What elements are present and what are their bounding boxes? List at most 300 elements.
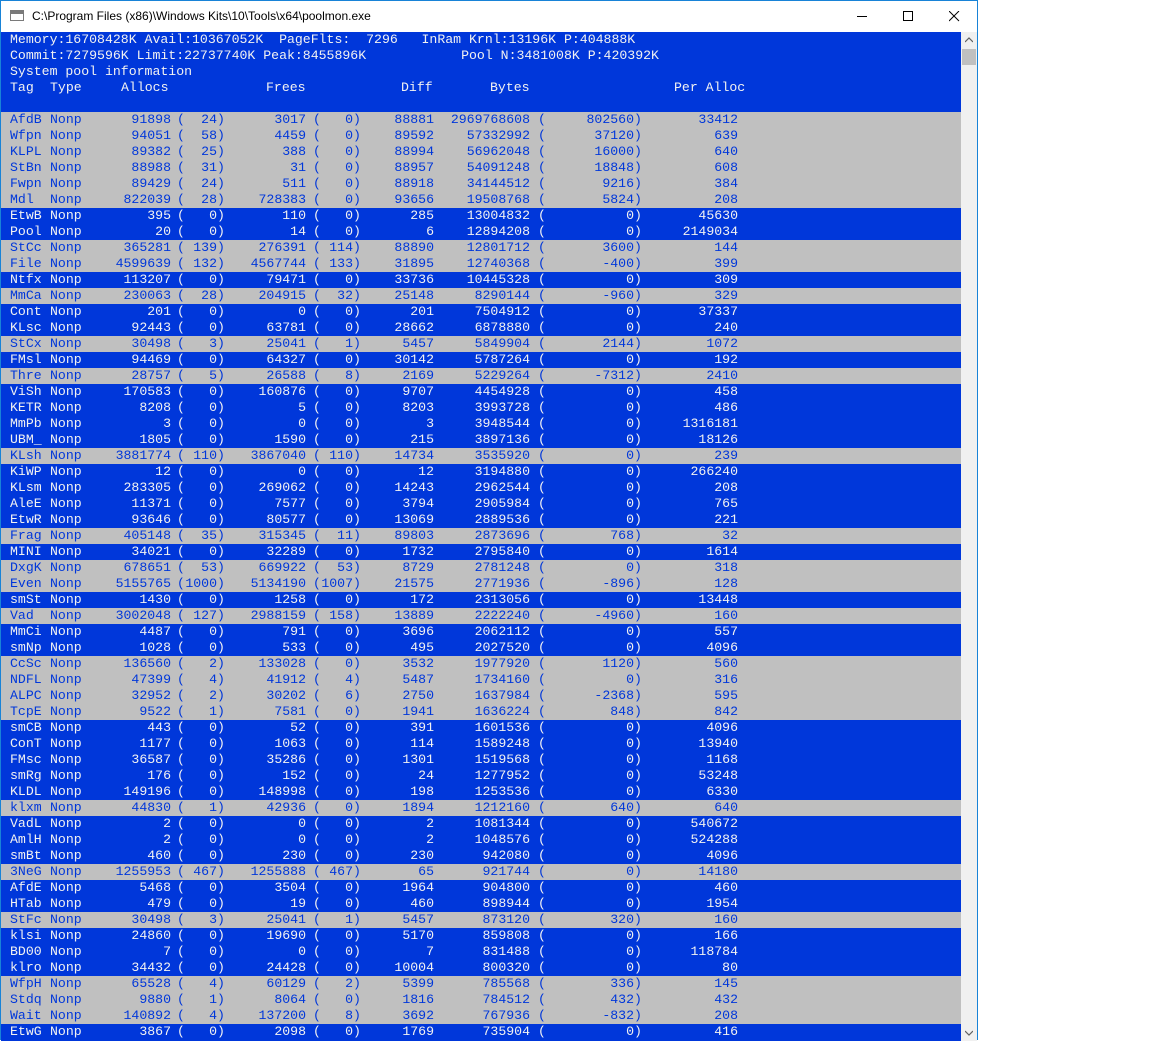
cell-bytes: 5229264 xyxy=(474,368,530,383)
table-row xyxy=(1,976,961,992)
paren-close: ) xyxy=(634,480,642,495)
cell-type: Nonp xyxy=(50,784,82,799)
col-tag-header: Tag xyxy=(10,80,34,95)
paren-open: ( xyxy=(177,144,185,159)
paren-close: ) xyxy=(353,272,361,287)
cell-diff: 93656 xyxy=(394,192,434,207)
paren-close: ) xyxy=(217,688,225,703)
maximize-button[interactable] xyxy=(885,1,931,32)
paren-open: ( xyxy=(538,176,546,191)
paren-open: ( xyxy=(313,576,321,591)
paren-open: ( xyxy=(313,752,321,767)
cell-allocs: 30498 xyxy=(131,336,171,351)
paren-open: ( xyxy=(538,128,546,143)
cell-frees-d: 0 xyxy=(345,224,353,239)
memory-summary-line xyxy=(1,32,961,48)
paren-close: ) xyxy=(353,608,361,623)
paren-close: ) xyxy=(634,736,642,751)
cell-tag: Ntfx xyxy=(10,272,42,287)
paren-open: ( xyxy=(177,960,185,975)
cell-frees: 388 xyxy=(282,144,306,159)
paren-open: ( xyxy=(538,416,546,431)
cell-frees-d: 0 xyxy=(345,496,353,511)
cell-type: Nonp xyxy=(50,992,82,1007)
cell-frees: 791 xyxy=(282,624,306,639)
table-row xyxy=(1,688,961,704)
paren-open: ( xyxy=(313,496,321,511)
cell-frees-d: 0 xyxy=(345,176,353,191)
cell-frees: 3867040 xyxy=(250,448,306,463)
cell-allocs: 5155765 xyxy=(115,576,171,591)
cell-tag: smBt xyxy=(10,848,42,863)
table-row xyxy=(1,512,961,528)
paren-open: ( xyxy=(313,640,321,655)
cell-per: 4096 xyxy=(706,640,738,655)
paren-open: ( xyxy=(313,976,321,991)
paren-open: ( xyxy=(538,1008,546,1023)
cell-allocs-d: 25 xyxy=(201,144,217,159)
cell-frees-d: 110 xyxy=(329,448,353,463)
paren-close: ) xyxy=(353,592,361,607)
cell-allocs-d: 0 xyxy=(209,592,217,607)
cell-frees: 148998 xyxy=(258,784,306,799)
cell-frees-d: 1007 xyxy=(321,576,353,591)
table-row xyxy=(1,304,961,320)
paren-close: ) xyxy=(634,688,642,703)
paren-open: ( xyxy=(177,160,185,175)
cell-frees: 0 xyxy=(298,944,306,959)
cell-bytes: 2873696 xyxy=(474,528,530,543)
paren-close: ) xyxy=(634,336,642,351)
cell-frees-d: 0 xyxy=(345,400,353,415)
cell-type: Nonp xyxy=(50,832,82,847)
paren-open: ( xyxy=(177,208,185,223)
cell-frees-d: 0 xyxy=(345,752,353,767)
cell-bytes-d: 16000 xyxy=(594,144,634,159)
cell-allocs-d: 0 xyxy=(209,928,217,943)
cell-per: 399 xyxy=(714,256,738,271)
paren-close: ) xyxy=(353,560,361,575)
cell-bytes: 921744 xyxy=(482,864,530,879)
cell-frees: 30202 xyxy=(266,688,306,703)
paren-close: ) xyxy=(634,224,642,239)
paren-close: ) xyxy=(217,224,225,239)
paren-close: ) xyxy=(353,464,361,479)
paren-close: ) xyxy=(217,832,225,847)
paren-open: ( xyxy=(538,112,546,127)
cell-type: Nonp xyxy=(50,336,82,351)
cell-allocs: 89382 xyxy=(131,144,171,159)
title-bar[interactable] xyxy=(1,1,977,32)
paren-open: ( xyxy=(177,880,185,895)
paren-open: ( xyxy=(313,400,321,415)
cell-tag: StBn xyxy=(10,160,42,175)
cell-frees-d: 0 xyxy=(345,832,353,847)
paren-close: ) xyxy=(217,368,225,383)
table-row xyxy=(1,880,961,896)
cell-frees-d: 0 xyxy=(345,272,353,287)
paren-close: ) xyxy=(634,288,642,303)
paren-close: ) xyxy=(353,624,361,639)
paren-close: ) xyxy=(634,176,642,191)
cell-bytes: 2062112 xyxy=(474,624,530,639)
cell-allocs-d: 0 xyxy=(209,784,217,799)
cell-tag: BD00 xyxy=(10,944,42,959)
cell-type: Nonp xyxy=(50,448,82,463)
cell-per: 239 xyxy=(714,448,738,463)
cell-per: 33412 xyxy=(698,112,738,127)
table-row xyxy=(1,272,961,288)
cell-frees: 276391 xyxy=(258,240,306,255)
paren-open: ( xyxy=(313,528,321,543)
cell-allocs: 94469 xyxy=(131,352,171,367)
cell-allocs-d: 24 xyxy=(201,112,217,127)
cell-frees: 63781 xyxy=(266,320,306,335)
cell-allocs: 8208 xyxy=(139,400,171,415)
cell-allocs-d: 0 xyxy=(209,352,217,367)
cell-allocs: 94051 xyxy=(131,128,171,143)
cell-bytes-d: 0 xyxy=(626,960,634,975)
cell-per: 192 xyxy=(714,352,738,367)
paren-close: ) xyxy=(217,112,225,127)
cell-allocs-d: 35 xyxy=(201,528,217,543)
cell-diff: 31895 xyxy=(394,256,434,271)
cell-diff: 172 xyxy=(410,592,434,607)
paren-close: ) xyxy=(217,800,225,815)
cell-bytes-d: -832 xyxy=(602,1008,634,1023)
paren-close: ) xyxy=(217,304,225,319)
paren-open: ( xyxy=(177,624,185,639)
cell-diff: 3696 xyxy=(402,624,434,639)
table-row xyxy=(1,160,961,176)
paren-open: ( xyxy=(538,656,546,671)
paren-open: ( xyxy=(538,672,546,687)
paren-close: ) xyxy=(634,320,642,335)
cell-per: 309 xyxy=(714,272,738,287)
col-type-header: Type xyxy=(50,80,82,95)
table-row xyxy=(1,576,961,592)
cell-frees: 230 xyxy=(282,848,306,863)
cell-frees-d: 0 xyxy=(345,208,353,223)
table-row xyxy=(1,656,961,672)
cell-type: Nonp xyxy=(50,608,82,623)
cell-allocs: 34021 xyxy=(131,544,171,559)
cell-frees: 269062 xyxy=(258,480,306,495)
cell-type: Nonp xyxy=(50,208,82,223)
cell-per: 318 xyxy=(714,560,738,575)
table-row xyxy=(1,256,961,272)
paren-open: ( xyxy=(313,656,321,671)
paren-close: ) xyxy=(217,736,225,751)
paren-open: ( xyxy=(538,784,546,799)
paren-open: ( xyxy=(177,464,185,479)
paren-open: ( xyxy=(538,976,546,991)
cell-type: Nonp xyxy=(50,768,82,783)
cell-frees: 137200 xyxy=(258,1008,306,1023)
cell-frees-d: 8 xyxy=(345,368,353,383)
cell-bytes: 5849904 xyxy=(474,336,530,351)
cell-frees: 42936 xyxy=(266,800,306,815)
cell-frees-d: 0 xyxy=(345,192,353,207)
table-row xyxy=(1,1024,961,1040)
cell-bytes: 3194880 xyxy=(474,464,530,479)
paren-close: ) xyxy=(353,880,361,895)
cell-type: Nonp xyxy=(50,528,82,543)
cell-allocs-d: 1 xyxy=(209,992,217,1007)
table-row xyxy=(1,736,961,752)
cell-diff: 5457 xyxy=(402,336,434,351)
cell-bytes-d: 0 xyxy=(626,224,634,239)
cell-allocs: 140892 xyxy=(123,1008,171,1023)
paren-open: ( xyxy=(177,368,185,383)
paren-open: ( xyxy=(538,208,546,223)
cell-bytes: 12894208 xyxy=(466,224,530,239)
cell-tag: MmPb xyxy=(10,416,42,431)
cell-allocs-d: 0 xyxy=(209,1024,217,1039)
paren-close: ) xyxy=(634,720,642,735)
cell-per: 208 xyxy=(714,480,738,495)
paren-open: ( xyxy=(177,784,185,799)
cell-bytes: 12740368 xyxy=(466,256,530,271)
cell-bytes: 898944 xyxy=(482,896,530,911)
cell-diff: 8203 xyxy=(402,400,434,415)
paren-close: ) xyxy=(353,832,361,847)
cell-allocs-d: 1 xyxy=(209,704,217,719)
cell-allocs: 365281 xyxy=(123,240,171,255)
cell-per: 208 xyxy=(714,192,738,207)
cell-diff: 88957 xyxy=(394,160,434,175)
cell-tag: CcSc xyxy=(10,656,42,671)
paren-close: ) xyxy=(353,256,361,271)
cell-type: Nonp xyxy=(50,288,82,303)
cell-per: 166 xyxy=(714,928,738,943)
cell-bytes: 1637984 xyxy=(474,688,530,703)
paren-close: ) xyxy=(217,1008,225,1023)
cell-allocs: 9522 xyxy=(139,704,171,719)
cell-frees-d: 0 xyxy=(345,480,353,495)
cell-diff: 14734 xyxy=(394,448,434,463)
cell-type: Nonp xyxy=(50,656,82,671)
paren-close: ) xyxy=(217,160,225,175)
cell-tag: MmCi xyxy=(10,624,42,639)
cell-allocs: 7 xyxy=(163,944,171,959)
cell-per: 144 xyxy=(714,240,738,255)
paren-open: ( xyxy=(313,512,321,527)
table-row xyxy=(1,432,961,448)
cell-allocs-d: 4 xyxy=(209,672,217,687)
close-button[interactable] xyxy=(931,1,977,32)
paren-open: ( xyxy=(313,704,321,719)
cell-bytes: 19508768 xyxy=(466,192,530,207)
paren-open: ( xyxy=(177,768,185,783)
paren-close: ) xyxy=(353,544,361,559)
cell-tag: KLPL xyxy=(10,144,42,159)
cell-type: Nonp xyxy=(50,1008,82,1023)
cell-allocs-d: 4 xyxy=(209,976,217,991)
paren-open: ( xyxy=(177,656,185,671)
cell-tag: EtwR xyxy=(10,512,42,527)
paren-close: ) xyxy=(353,432,361,447)
paren-close: ) xyxy=(353,848,361,863)
cell-allocs: 3 xyxy=(163,416,171,431)
cell-allocs: 3002048 xyxy=(115,608,171,623)
cell-type: Nonp xyxy=(50,960,82,975)
paren-close: ) xyxy=(353,528,361,543)
paren-close: ) xyxy=(634,656,642,671)
paren-close: ) xyxy=(634,576,642,591)
paren-close: ) xyxy=(353,160,361,175)
cell-allocs-d: 0 xyxy=(209,304,217,319)
paren-close: ) xyxy=(634,800,642,815)
cell-bytes: 6878880 xyxy=(474,320,530,335)
cell-bytes: 767936 xyxy=(482,1008,530,1023)
cell-bytes-d: 0 xyxy=(626,816,634,831)
cell-bytes: 2795840 xyxy=(474,544,530,559)
cell-allocs: 678651 xyxy=(123,560,171,575)
paren-close: ) xyxy=(634,144,642,159)
cell-frees: 2098 xyxy=(274,1024,306,1039)
cell-per: 32 xyxy=(722,528,738,543)
paren-close: ) xyxy=(217,256,225,271)
cell-allocs: 149196 xyxy=(123,784,171,799)
paren-close: ) xyxy=(217,720,225,735)
cell-tag: Even xyxy=(10,576,42,591)
cell-allocs-d: 132 xyxy=(193,256,217,271)
cell-bytes-d: 0 xyxy=(626,416,634,431)
paren-close: ) xyxy=(217,192,225,207)
cell-diff: 28662 xyxy=(394,320,434,335)
minimize-button[interactable] xyxy=(839,1,885,32)
cell-bytes: 831488 xyxy=(482,944,530,959)
cell-frees: 26588 xyxy=(266,368,306,383)
cell-diff: 5170 xyxy=(402,928,434,943)
cell-per: 4096 xyxy=(706,848,738,863)
cell-bytes: 784512 xyxy=(482,992,530,1007)
paren-open: ( xyxy=(177,416,185,431)
console-window-icon[interactable] xyxy=(10,10,24,21)
cell-per: 765 xyxy=(714,496,738,511)
paren-close: ) xyxy=(353,816,361,831)
paren-close: ) xyxy=(353,864,361,879)
cell-allocs-d: 0 xyxy=(209,880,217,895)
paren-open: ( xyxy=(313,928,321,943)
paren-close: ) xyxy=(353,224,361,239)
cell-allocs: 1805 xyxy=(139,432,171,447)
cell-allocs-d: 0 xyxy=(209,960,217,975)
cell-allocs: 2 xyxy=(163,816,171,831)
paren-open: ( xyxy=(538,704,546,719)
cell-allocs-d: 0 xyxy=(209,944,217,959)
paren-open: ( xyxy=(313,464,321,479)
cell-frees: 32289 xyxy=(266,544,306,559)
cell-frees: 0 xyxy=(298,816,306,831)
paren-close: ) xyxy=(634,192,642,207)
paren-open: ( xyxy=(313,944,321,959)
paren-close: ) xyxy=(353,240,361,255)
paren-open: ( xyxy=(313,800,321,815)
paren-close: ) xyxy=(217,176,225,191)
paren-open: ( xyxy=(538,272,546,287)
cell-frees: 79471 xyxy=(266,272,306,287)
paren-close: ) xyxy=(353,896,361,911)
paren-close: ) xyxy=(217,576,225,591)
vertical-scrollbar[interactable] xyxy=(961,32,977,1041)
console-output[interactable] xyxy=(1,32,961,1041)
paren-close: ) xyxy=(634,400,642,415)
cell-per: 2149034 xyxy=(682,224,738,239)
cell-per: 329 xyxy=(714,288,738,303)
paren-open: ( xyxy=(313,208,321,223)
table-row xyxy=(1,544,961,560)
paren-open: ( xyxy=(538,640,546,655)
paren-close: ) xyxy=(634,976,642,991)
cell-tag: smCB xyxy=(10,720,42,735)
paren-close: ) xyxy=(217,784,225,799)
paren-close: ) xyxy=(353,736,361,751)
cell-bytes: 1519568 xyxy=(474,752,530,767)
pool-info-text: System pool information xyxy=(10,64,193,79)
cell-frees: 24428 xyxy=(266,960,306,975)
paren-close: ) xyxy=(217,896,225,911)
cell-frees-d: 32 xyxy=(337,288,353,303)
cell-bytes-d: 0 xyxy=(626,320,634,335)
cell-diff: 25148 xyxy=(394,288,434,303)
paren-close: ) xyxy=(353,1008,361,1023)
paren-close: ) xyxy=(353,352,361,367)
paren-close: ) xyxy=(217,672,225,687)
column-header-row xyxy=(1,80,961,96)
cell-tag: TcpE xyxy=(10,704,42,719)
scroll-down-button[interactable] xyxy=(961,1025,977,1041)
cell-bytes-d: 0 xyxy=(626,272,634,287)
cell-frees-d: 1 xyxy=(345,336,353,351)
cell-diff: 215 xyxy=(410,432,434,447)
paren-close: ) xyxy=(634,992,642,1007)
cell-bytes-d: 0 xyxy=(626,384,634,399)
cell-bytes-d: 640 xyxy=(610,800,634,815)
cell-frees: 7581 xyxy=(274,704,306,719)
paren-open: ( xyxy=(538,496,546,511)
cell-per: 595 xyxy=(714,688,738,703)
scroll-thumb[interactable] xyxy=(962,49,976,65)
paren-close: ) xyxy=(634,928,642,943)
cell-tag: ALPC xyxy=(10,688,42,703)
paren-close: ) xyxy=(634,896,642,911)
table-row xyxy=(1,224,961,240)
cell-bytes: 1048576 xyxy=(474,832,530,847)
cell-bytes: 785568 xyxy=(482,976,530,991)
cell-allocs-d: 28 xyxy=(201,288,217,303)
scroll-up-button[interactable] xyxy=(961,32,977,48)
cell-tag: Wait xyxy=(10,1008,42,1023)
cell-bytes-d: 2144 xyxy=(602,336,634,351)
paren-open: ( xyxy=(177,528,185,543)
cell-bytes: 3993728 xyxy=(474,400,530,415)
paren-open: ( xyxy=(538,608,546,623)
cell-tag: MINI xyxy=(10,544,42,559)
cell-frees: 5 xyxy=(298,400,306,415)
cell-tag: KLDL xyxy=(10,784,42,799)
cell-per: 1954 xyxy=(706,896,738,911)
cell-tag: StCx xyxy=(10,336,42,351)
paren-open: ( xyxy=(313,912,321,927)
cell-type: Nonp xyxy=(50,176,82,191)
cell-frees-d: 8 xyxy=(345,1008,353,1023)
cell-frees: 8064 xyxy=(274,992,306,1007)
paren-open: ( xyxy=(538,592,546,607)
cell-frees: 52 xyxy=(290,720,306,735)
table-row xyxy=(1,336,961,352)
